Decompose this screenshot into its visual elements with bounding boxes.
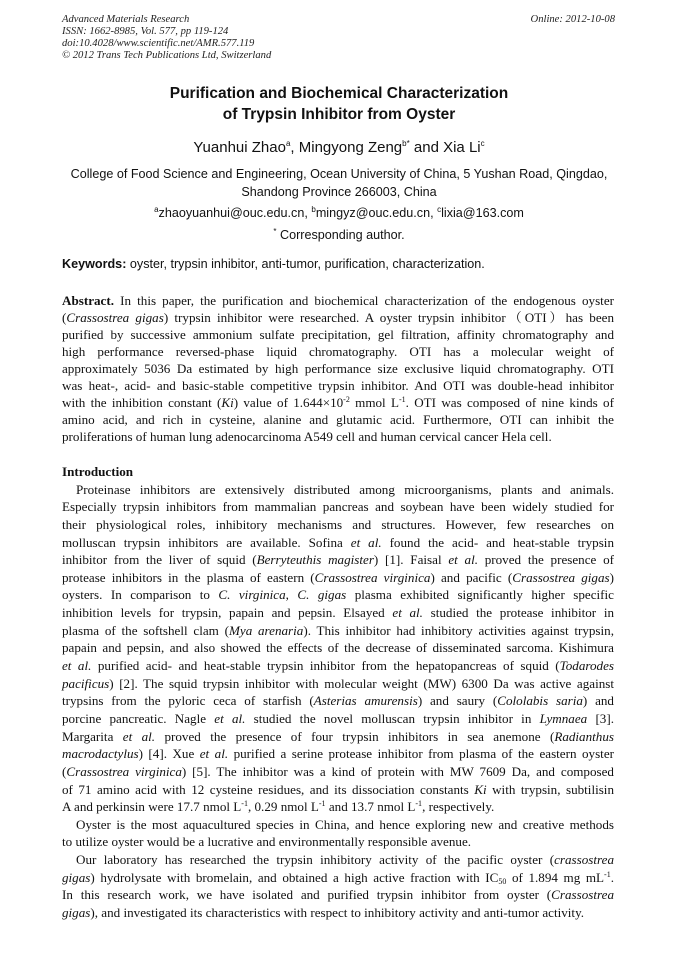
- text-line: [62, 360, 614, 377]
- text-run: In this paper, the purification and biochemical characterization of the endogenous oyster: [114, 293, 614, 308]
- italic-text: gigas: [62, 869, 91, 885]
- italic-text: et al.: [62, 658, 92, 674]
- text-run: purified a serine protease inhibitor from plasma of the eastern oyster: [228, 746, 614, 762]
- email-separator: ,: [430, 206, 438, 221]
- italic-text: C. virginica: [218, 587, 286, 603]
- introduction-body: [62, 481, 614, 922]
- text-run: with the inhibition constant (: [62, 395, 222, 410]
- text-line: [62, 481, 614, 499]
- keywords: [62, 257, 485, 271]
- text-run: plasma exhibited significantly higher specific: [346, 587, 614, 603]
- text-line: [62, 569, 614, 587]
- text-run: protease inhibitors in the plasma of eastern (: [62, 569, 315, 585]
- text-line: [62, 516, 614, 534]
- italic-text: et al.: [214, 710, 246, 726]
- text-line: [62, 904, 614, 922]
- text-run: . OTI was composed of nine kinds of: [405, 395, 614, 410]
- text-run: of 1.894 mg mL: [506, 869, 605, 885]
- text-run: Margarita: [62, 728, 123, 744]
- text-run: proliferations of human lung adenocarcinoma A549 cell and human cervical cancer Hela cell.: [62, 429, 552, 444]
- italic-text: Berryteuthis magister: [256, 552, 374, 568]
- italic-text: Crassostrea virginica: [66, 763, 182, 779]
- superscript: -1: [241, 799, 248, 809]
- text-run: [3].: [587, 710, 614, 726]
- journal-copyright: © 2012 Trans Tech Publications Ltd, Switzerland: [62, 50, 272, 61]
- text-line: [62, 657, 614, 675]
- text-run: approximately 5036 Da estimated by high performance size exclusive liquid chromatography. OTI: [62, 361, 614, 376]
- text-run: porcine pancreatic. Nagle: [62, 710, 215, 726]
- text-run: purified acid- and heat-stable trypsin inhibitor from the hepatopancreas of squid (: [91, 658, 560, 674]
- text-line: [62, 551, 614, 569]
- italic-text: Todarodes: [559, 658, 614, 674]
- text-run: ): [609, 569, 614, 585]
- text-run: found the acid- and heat-stable trypsin: [381, 534, 614, 550]
- superscript: -1: [415, 799, 423, 809]
- author-mark: c: [480, 139, 485, 148]
- author-separator: ,: [290, 139, 299, 156]
- italic-text: Lymnaea: [539, 710, 588, 726]
- text-line: [62, 498, 614, 516]
- text-line: [62, 728, 614, 746]
- affiliation-line-2: Shandong Province 266003, China: [241, 184, 437, 199]
- text-run: inhibition levels for trypsin, papain and pepsin. Elsayed: [62, 605, 393, 621]
- text-line: [62, 745, 614, 763]
- text-line: [62, 534, 614, 552]
- text-line: [62, 586, 614, 604]
- italic-text: pacificus: [62, 675, 110, 691]
- italic-text: et al.: [122, 728, 156, 744]
- superscript: -1: [398, 395, 406, 404]
- italic-text: C. gigas: [297, 587, 347, 603]
- text-run: , respectively.: [422, 799, 495, 815]
- italic-text: gigas: [62, 905, 91, 921]
- text-line: [62, 394, 614, 411]
- text-run: ). This inhibitor had inhibitory activities against trypsin,: [303, 622, 614, 638]
- text-run: was heat-, acid- and basic-stable competitive trypsin inhibitor. And OTI was double-head inhibitor: [62, 378, 614, 393]
- text-line: [62, 763, 614, 781]
- text-run: oysters. In comparison to: [62, 587, 219, 603]
- italic-text: Crassostrea virginica: [314, 569, 431, 585]
- text-run: ) hydrolysate with bromelain, and obtained a high active fraction with IC: [90, 869, 499, 885]
- text-run: trypsins from the pyloric ceca of starfish (: [62, 693, 314, 709]
- text-run: ), and investigated its characteristics with respect to inhibitory activity and anti-tumor activity.: [90, 905, 585, 921]
- email-mark: c: [437, 205, 442, 214]
- italic-text: Crassostrea gigas: [512, 569, 610, 585]
- italic-text: Ki: [221, 395, 234, 410]
- text-run: proved the presence of four trypsin inhibitors in sea anemone (: [155, 728, 555, 744]
- italic-text: macrodactylus: [62, 746, 139, 762]
- italic-text: Radianthus: [554, 728, 614, 744]
- email-link[interactable]: mingyz@ouc.edu.cn: [315, 206, 431, 221]
- keywords-label: Keywords:: [62, 257, 127, 271]
- text-line: [62, 604, 614, 622]
- text-run: In this research work, we have isolated and purified trypsin inhibitor from oyster (: [62, 887, 552, 903]
- text-run: high performance reversed-phase liquid chromatography. OTI has a molecular weight of: [62, 344, 614, 359]
- introduction-heading: Introduction: [62, 464, 134, 479]
- affiliation: [0, 166, 678, 244]
- author-name: Mingyong Zeng: [298, 139, 403, 156]
- email-mark: b: [311, 205, 316, 214]
- text-run: ) [5]. The inhibitor was a kind of protein with MW 7609 Da, and composed: [181, 763, 614, 779]
- text-line: [62, 798, 614, 816]
- italic-text: et al.: [392, 605, 423, 621]
- author-name: Xia Li: [443, 139, 481, 156]
- text-line: [62, 411, 614, 428]
- text-line: [62, 326, 614, 343]
- paper-title: [0, 83, 678, 125]
- italic-text: crassostrea: [554, 852, 614, 868]
- text-run: .: [610, 869, 614, 885]
- text-run: ) [1]. Faisal: [373, 552, 449, 568]
- abstract: [62, 292, 614, 445]
- text-line: [62, 377, 614, 394]
- text-run: Proteinase inhibitors are extensively distributed among microorganisms, plants and animals.: [76, 481, 614, 497]
- affiliation-line-1: College of Food Science and Engineering, Ocean University of China, 5 Yushan Road, Qingdao,: [70, 167, 608, 181]
- text-line: [62, 833, 614, 851]
- text-run: ) trypsin inhibitor were researched. A oyster trypsin inhibitor（OTI）has been: [163, 310, 614, 325]
- journal-doi: doi:10.4028/www.scientific.net/AMR.577.119: [62, 38, 255, 49]
- text-run: mmol L: [349, 395, 399, 410]
- text-line: [62, 622, 614, 640]
- author-mark: b*: [402, 139, 410, 148]
- author-emails: [0, 201, 678, 223]
- email-mark: a: [154, 205, 159, 214]
- text-line: [62, 710, 614, 728]
- italic-text: Asterias amurensis: [313, 693, 418, 709]
- text-run: with trypsin, subtilisin: [486, 781, 614, 797]
- text-run: purified by successive ammonium sulfate precipitation, gel filtration, affinity chromatography and: [62, 327, 614, 342]
- text-line: [62, 309, 614, 326]
- text-run: Oyster is the most aquacultured species in China, and hence exploring new and creative methods: [76, 816, 614, 832]
- text-line: [62, 816, 614, 834]
- text-run: ) value of 1.644×10: [233, 395, 344, 410]
- text-run: proved the presence of: [477, 552, 614, 568]
- bold-label: Abstract.: [62, 293, 114, 308]
- journal-name: Advanced Materials Research: [62, 14, 190, 25]
- text-run: (: [62, 763, 67, 779]
- text-run: ) [2]. The squid trypsin inhibitor with molecular weight (MW) 6300 Da was active against: [109, 675, 614, 691]
- text-run: ) and pacific (: [430, 569, 513, 585]
- corresponding-text: Corresponding author.: [276, 227, 405, 242]
- text-line: [62, 639, 614, 657]
- text-line: [62, 692, 614, 710]
- text-run: Our laboratory has researched the trypsin inhibitory activity of the pacific oyster (: [76, 852, 555, 868]
- text-run: Especially trypsin inhibitors from mammalian pancreas and soybean have been widely studied for: [62, 499, 614, 515]
- text-line: [62, 869, 614, 887]
- italic-text: Crassostrea: [551, 887, 614, 903]
- superscript: -1: [318, 799, 326, 809]
- corresponding-note: [0, 223, 678, 245]
- text-run: to utilize oyster would be a lucrative and environmentally responsible avenue.: [62, 834, 472, 850]
- keywords-text: oyster, trypsin inhibitor, anti-tumor, purification, characterization.: [126, 257, 485, 271]
- text-line: [62, 675, 614, 693]
- text-run: ) [4]. Xue: [138, 746, 200, 762]
- superscript: -2: [343, 395, 350, 404]
- corresponding-mark: *: [273, 226, 277, 236]
- text-line: [62, 343, 614, 360]
- text-run: , 0.29 nmol L: [247, 799, 319, 815]
- text-run: their physiological roles, inhibitory mechanisms and structures. However, few researches on: [62, 516, 614, 532]
- text-line: [62, 781, 614, 799]
- subscript: 50: [498, 876, 507, 886]
- text-line: [62, 292, 614, 309]
- text-run: ) and: [582, 693, 614, 709]
- text-run: (: [62, 310, 67, 325]
- italic-text: et al.: [448, 552, 478, 568]
- italic-text: et al.: [199, 746, 229, 762]
- title-line-2: of Trypsin Inhibitor from Oyster: [222, 106, 456, 123]
- italic-text: Crassostrea gigas: [66, 310, 164, 325]
- text-run: of 71 amino acid with 12 cysteine residues, and its dissociation constants: [62, 781, 475, 797]
- text-run: ,: [285, 587, 298, 603]
- text-run: studied the protease inhibitor in: [422, 605, 615, 621]
- author-list: [0, 139, 678, 156]
- text-line: [62, 886, 614, 904]
- superscript: -1: [604, 869, 611, 879]
- text-run: studied the novel molluscan trypsin inhibitor in: [245, 710, 540, 726]
- online-date: Online: 2012-10-08: [530, 14, 615, 25]
- text-run: inhibitor from the liver of squid (: [62, 552, 257, 568]
- italic-text: Ki: [474, 781, 487, 797]
- text-run: papain and pepsin, and also showed the effects of the decrease of disseminated sarcoma. Kishimura: [62, 640, 614, 656]
- text-run: plasma of the softshell clam (: [62, 622, 229, 638]
- email-separator: ,: [304, 206, 312, 221]
- text-line: [62, 851, 614, 869]
- text-run: ) and saury (: [417, 693, 498, 709]
- text-run: amino acid, and rich in cysteine, alanine and glutamic acid. Furthermore, OTI can inhibit the: [62, 412, 614, 427]
- author-name: Yuanhui Zhao: [193, 139, 286, 156]
- italic-text: Mya arenaria: [228, 622, 304, 638]
- author-mark: a: [285, 139, 291, 148]
- author-separator: and: [409, 139, 444, 156]
- italic-text: et al.: [350, 534, 382, 550]
- introduction-section: [62, 463, 614, 922]
- email-link[interactable]: zhaoyuanhui@ouc.edu.cn: [158, 206, 305, 221]
- italic-text: Cololabis saria: [497, 693, 583, 709]
- email-link[interactable]: lixia@163.com: [441, 206, 524, 221]
- text-line: [62, 428, 614, 445]
- journal-issn: ISSN: 1662-8985, Vol. 577, pp 119-124: [62, 26, 229, 37]
- text-run: and 13.7 nmol L: [325, 799, 416, 815]
- title-line-1: Purification and Biochemical Characterization: [169, 85, 509, 102]
- text-run: A and perkinsin were 17.7 nmol L: [62, 799, 242, 815]
- text-run: molluscan trypsin inhibitors are available. Sofina: [62, 534, 351, 550]
